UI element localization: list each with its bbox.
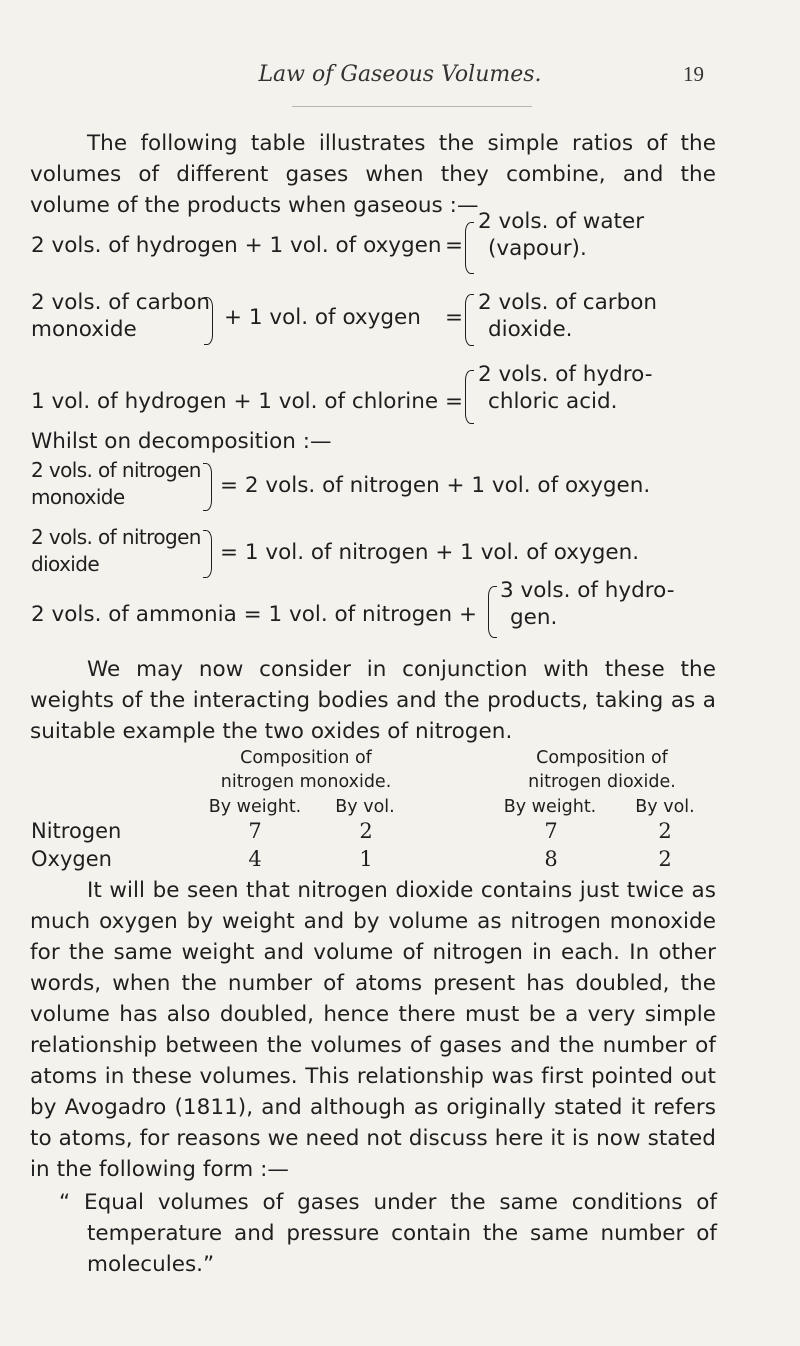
table-group-line1: Composition of — [240, 748, 372, 768]
equation-right-line2: dioxide. — [488, 317, 573, 342]
equation-right-line1: 2 vols. of hydro- — [478, 362, 653, 387]
decomposition-intro: Whilst on decomposition :— — [31, 429, 332, 454]
equation-left-line2: monoxide — [31, 317, 137, 342]
equation-left-line1: 2 vols. of nitrogen — [31, 458, 201, 482]
header-rule — [292, 106, 532, 107]
equation-left-stack — [31, 457, 201, 511]
equation-left-b: + 1 vol. of oxygen — [224, 305, 421, 330]
equation-left-stack — [31, 524, 201, 578]
equation-right-line2: (vapour). — [488, 236, 587, 261]
brace — [465, 222, 474, 274]
avogadro-paragraph: It will be seen that nitrogen dioxide contains just twice as much oxygen by weight and by volume as nitrogen monoxide for the same weight and volume of nitrogen in each. In other words, when the number of atoms present has doubled, the volume has also doubled, hence there must be a very simple relationship between the volumes of gases and the number of atoms in these volumes. This relationship was first pointed out by Avogadro (1811), and although as originally stated it refers to atoms, for reasons we need not discuss here it is now stated in the following form :— — [30, 878, 716, 1182]
equation-left-line1: 2 vols. of carbon — [31, 290, 211, 315]
consider-paragraph: We may now consider in conjunction with these the weights of the interacting bodies and the products, taking as a suitable example the two oxides of nitrogen. — [30, 657, 716, 744]
equation-left-line1: 2 vols. of nitrogen — [31, 525, 201, 549]
table-cell: 2 — [658, 819, 672, 843]
table-cell: 7 — [248, 819, 262, 843]
avogadro-law-quote: “ Equal volumes of gases under the same conditions of temperature and pressure contain the same number of molecules.” — [59, 1190, 717, 1277]
table-cell: 8 — [544, 847, 558, 871]
brace — [465, 294, 474, 346]
equation-right — [478, 361, 652, 415]
equation-right-line2: chloric acid. — [488, 389, 618, 414]
equals-sign: = — [445, 305, 464, 330]
table-column-header: By vol. — [335, 797, 395, 817]
equation-left: 2 vols. of hydrogen + 1 vol. of oxygen — [31, 233, 442, 258]
equation-right — [478, 289, 657, 343]
equation-left-line2: dioxide — [31, 552, 100, 576]
equation-right-line1: 2 vols. of water — [478, 209, 645, 234]
table-column-header: By weight. — [503, 797, 597, 817]
intro-paragraph: The following table illustrates the simple ratios of the volumes of different gases when they combine, and the volume of the products when gaseous :— — [30, 131, 716, 218]
table-cell: 2 — [359, 819, 373, 843]
brace — [465, 370, 474, 424]
table-cell: 4 — [248, 847, 262, 871]
table-group-line2: nitrogen monoxide. — [220, 772, 392, 792]
equation-left-line2: monoxide — [31, 485, 125, 509]
brace — [204, 297, 213, 345]
table-cell: 7 — [544, 819, 558, 843]
table-cell: 1 — [359, 847, 373, 871]
table-column-header: By vol. — [635, 797, 695, 817]
table-cell: 2 — [658, 847, 672, 871]
equation-right — [478, 208, 644, 262]
table-row-label: Oxygen — [31, 847, 112, 871]
brace — [488, 586, 497, 638]
equals-sign: = — [445, 389, 464, 414]
equation-right — [500, 577, 674, 631]
running-title: Law of Gaseous Volumes. — [258, 62, 542, 87]
brace — [203, 530, 212, 578]
running-header — [0, 62, 800, 102]
equation-left: 2 vols. of ammonia = 1 vol. of nitrogen + — [31, 602, 477, 627]
equation-left: 1 vol. of hydrogen + 1 vol. of chlorine — [31, 389, 439, 414]
table-group-line1: Composition of — [536, 748, 668, 768]
table-row-label: Nitrogen — [31, 819, 122, 843]
brace — [203, 463, 212, 511]
page-number: 19 — [683, 62, 704, 86]
equation-left-stack — [31, 289, 210, 343]
equation-right: = 2 vols. of nitrogen + 1 vol. of oxygen. — [220, 473, 651, 498]
equation-right-line1: 2 vols. of carbon — [478, 290, 658, 315]
table-column-header: By weight. — [208, 797, 302, 817]
table-group-line2: nitrogen dioxide. — [528, 772, 676, 792]
table-group-header — [492, 746, 712, 794]
equation-right-line1: 3 vols. of hydro- — [500, 578, 675, 603]
equals-sign: = — [445, 233, 464, 258]
equation-right-line2: gen. — [510, 605, 558, 630]
equation-right: = 1 vol. of nitrogen + 1 vol. of oxygen. — [220, 540, 640, 565]
table-group-header — [196, 746, 416, 794]
